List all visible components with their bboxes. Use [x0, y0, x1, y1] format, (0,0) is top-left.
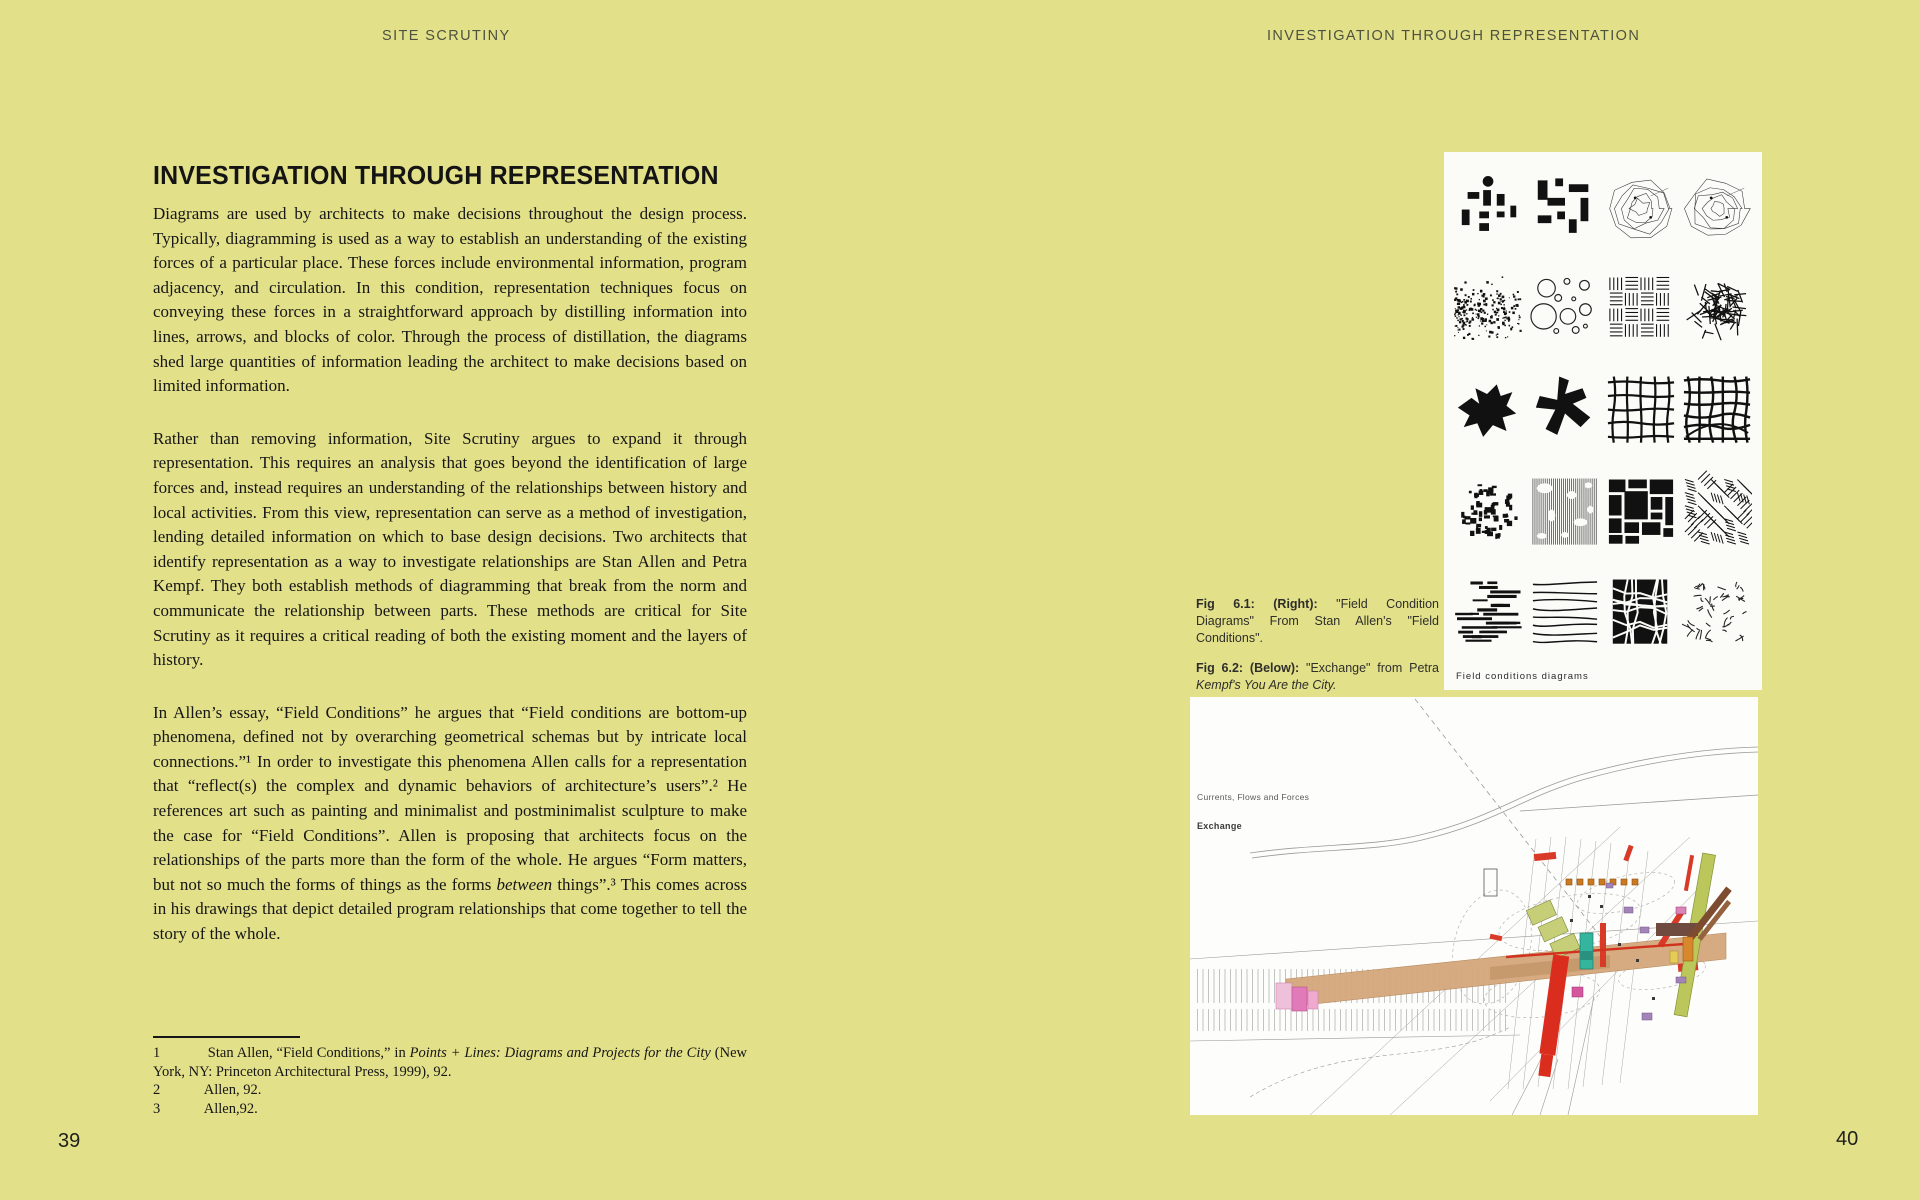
- fig1-cell-wavy-lines: [1530, 565, 1600, 660]
- fig1-cell-ink-blob-a: [1454, 362, 1524, 457]
- body-paragraph-3: In Allen’s essay, “Field Conditions” he argues that “Field conditions are bottom-up phenomena, defined not by overarching geometrical schemas but by intricate local connections.”¹ In order to investigate this phenomena Allen calls for a representation that “reflect(s) the complex and dynamic behaviors of architecture’s users”.² He references art such as painting and minimalist and postminimalist sculpture to make the case for “Field Conditions”. Allen is proposing that architects focus on the relationships of the parts more than the form of the whole. He argues “Form matters, but not so much the forms of things as the forms between things”.³ This comes across in his drawings that depict detailed program relationships that come together to tell the story of the whole.: [153, 702, 747, 944]
- page-number-right: 40: [1836, 1128, 1859, 1150]
- fig1-cell-rect-cluster: [1454, 464, 1524, 559]
- body-paragraph-2: Rather than removing information, Site Scrutiny argues to expand it through representation. This requires an analysis that goes beyond the identification of large forces and, instead requires an understanding of the relationships between history and local activities. From this view, representation can serve as a method of investigation, lending detailed information on which to base design decisions. Two architects that identify representation as a way to investigate relationships are Stan Allen and Petra Kempf. They both establish methods of diagramming that break from the norm and communicate the relationship between parts. These methods are critical for Site Scrutiny as it requires a critical reading of both the existing moment and the layers of history.: [153, 428, 747, 670]
- fig1-cell-dot-scatter: [1454, 261, 1524, 356]
- footnote-1: 1 Stan Allen, “Field Conditions,” in Points + Lines: Diagrams and Projects for the City (New York, NY: Princeton Architectural Press, 1999), 92.: [153, 1045, 747, 1080]
- fig2-graphic: [1190, 697, 1758, 1115]
- page-number-left: 39: [58, 1130, 81, 1152]
- left-page-header: SITE SCRUTINY: [382, 28, 511, 44]
- fig1-cell-broken-bars: [1454, 565, 1524, 660]
- body-text: [153, 202, 747, 975]
- fig1-cell-stroke-field-circle: [1682, 261, 1752, 356]
- footnote-3: 3 Allen,92.: [153, 1100, 258, 1117]
- fig1-cell-crack-mosaic: [1606, 565, 1676, 660]
- footnote-2: 2 Allen, 92.: [153, 1082, 262, 1099]
- caption-fig-6-2: Fig 6.2: (Below): "Exchange" from Petra Kempf's You Are the City.: [1196, 661, 1439, 692]
- caption-fig-6-1: Fig 6.1: (Right): "Field Condition Diagrams" From Stan Allen's "Field Conditions".: [1196, 597, 1439, 645]
- fig1-cell-dense-grid: [1682, 362, 1752, 457]
- fig1-cell-ink-blob-b: [1530, 362, 1600, 457]
- fig1-cell-woven-hatch: [1606, 261, 1676, 356]
- fig1-cell-contour-map-b: [1682, 160, 1752, 255]
- fig1-cell-block-figure-a: [1454, 160, 1524, 255]
- footnotes: [153, 1044, 747, 1118]
- fig1-grid: [1454, 160, 1752, 660]
- fig1-cell-warped-grid: [1606, 362, 1676, 457]
- body-paragraph-1: Diagrams are used by architects to make decisions throughout the design process. Typically, diagramming is used as a way to establish an understanding of the existing forces of a particular place. These forces include environmental information, program adjacency, and circulation. In this condition, representation techniques focus on conveying these forces in a straightforward approach by distilling information into lines, arrows, and blocks of color. Through the process of distillation, the diagrams shed large quantities of information leading the architect to make decisions based on limited information.: [153, 204, 747, 396]
- fig1-label: Field conditions diagrams: [1456, 671, 1589, 682]
- fig1-cell-outline-circles: [1530, 261, 1600, 356]
- fig2-label-currents: Currents, Flows and Forces: [1197, 792, 1310, 802]
- fig1-cell-block-mosaic: [1606, 464, 1676, 559]
- figure-field-condition-diagrams: [1444, 152, 1762, 690]
- fig1-cell-line-screen-holes: [1530, 464, 1600, 559]
- right-page-header: INVESTIGATION THROUGH REPRESENTATION: [1267, 28, 1641, 44]
- figure-captions: [1196, 596, 1439, 707]
- figure-exchange-map: [1190, 697, 1758, 1115]
- fig2-label-exchange: Exchange: [1197, 821, 1242, 831]
- fig1-cell-scattered-strokes: [1682, 565, 1752, 660]
- fig1-cell-contour-map-a: [1606, 160, 1676, 255]
- footnote-rule: [153, 1036, 300, 1038]
- page-title: INVESTIGATION THROUGH REPRESENTATION: [153, 160, 719, 191]
- fig1-cell-diagonal-hatch: [1682, 464, 1752, 559]
- fig1-cell-block-figure-b: [1530, 160, 1600, 255]
